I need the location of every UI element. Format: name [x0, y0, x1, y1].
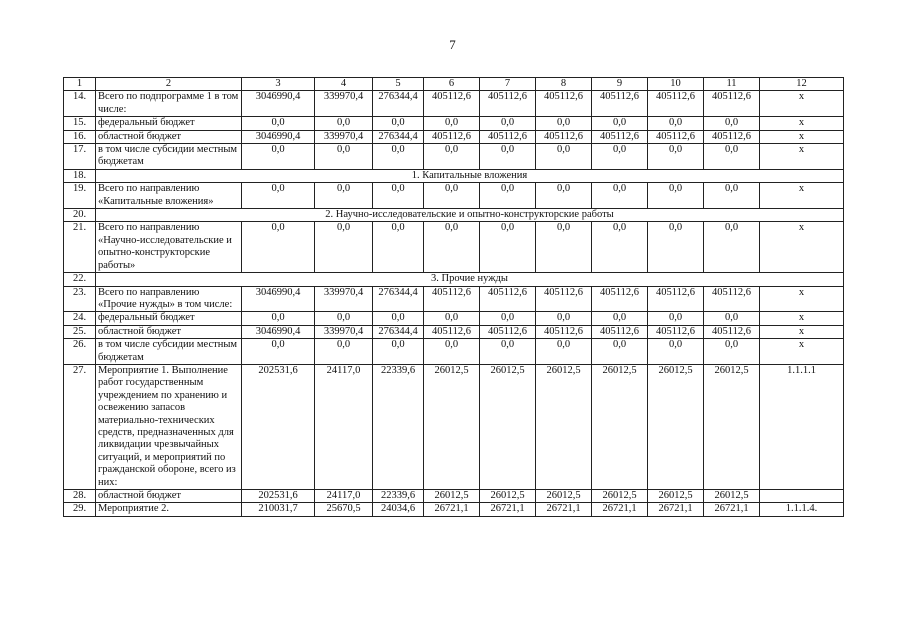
code-cell: х: [760, 312, 844, 325]
code-cell: х: [760, 286, 844, 312]
row-label: в том числе субсидии местным бюджетам: [96, 339, 242, 365]
value-cell: 0,0: [480, 339, 536, 365]
value-cell: 0,0: [536, 144, 592, 170]
value-cell: 26721,1: [592, 503, 648, 516]
code-cell: [760, 490, 844, 503]
value-cell: 405112,6: [704, 325, 760, 338]
value-cell: 0,0: [536, 339, 592, 365]
code-cell: х: [760, 325, 844, 338]
table-row: [64, 364, 844, 489]
row-number: 25.: [64, 325, 96, 338]
value-cell: 276344,4: [373, 91, 424, 117]
row-label: областной бюджет: [96, 490, 242, 503]
row-label: Всего по направлению «Капитальные вложения»: [96, 183, 242, 209]
value-cell: 3046990,4: [242, 91, 315, 117]
value-cell: 26012,5: [592, 364, 648, 489]
value-cell: 405112,6: [648, 91, 704, 117]
row-number: 29.: [64, 503, 96, 516]
value-cell: 0,0: [592, 222, 648, 273]
section-row: [64, 169, 844, 182]
section-row: [64, 273, 844, 286]
value-cell: 210031,7: [242, 503, 315, 516]
value-cell: 26012,5: [424, 364, 480, 489]
section-title: 3. Прочие нужды: [96, 273, 844, 286]
value-cell: 405112,6: [536, 91, 592, 117]
value-cell: 26012,5: [536, 364, 592, 489]
value-cell: 26721,1: [480, 503, 536, 516]
header-cell: 10: [648, 78, 704, 91]
value-cell: 0,0: [704, 222, 760, 273]
row-number: 27.: [64, 364, 96, 489]
value-cell: 405112,6: [592, 325, 648, 338]
value-cell: 0,0: [648, 117, 704, 130]
row-number: 24.: [64, 312, 96, 325]
code-cell: 1.1.1.4.: [760, 503, 844, 516]
value-cell: 276344,4: [373, 286, 424, 312]
header-cell: 2: [96, 78, 242, 91]
section-row: [64, 209, 844, 222]
row-number: 14.: [64, 91, 96, 117]
value-cell: 26012,5: [480, 364, 536, 489]
value-cell: 26721,1: [648, 503, 704, 516]
value-cell: 26721,1: [704, 503, 760, 516]
table-row: [64, 222, 844, 273]
value-cell: 0,0: [242, 144, 315, 170]
code-cell: х: [760, 183, 844, 209]
code-cell: х: [760, 91, 844, 117]
row-label: федеральный бюджет: [96, 312, 242, 325]
value-cell: 0,0: [704, 339, 760, 365]
code-cell: х: [760, 117, 844, 130]
value-cell: 339970,4: [315, 286, 373, 312]
table-row: [64, 183, 844, 209]
value-cell: 0,0: [648, 183, 704, 209]
row-label: Всего по подпрограмме 1 в том числе:: [96, 91, 242, 117]
row-label: Мероприятие 2.: [96, 503, 242, 516]
code-cell: х: [760, 339, 844, 365]
value-cell: 405112,6: [648, 286, 704, 312]
value-cell: 0,0: [480, 117, 536, 130]
row-number: 20.: [64, 209, 96, 222]
value-cell: 0,0: [648, 222, 704, 273]
value-cell: 26012,5: [592, 490, 648, 503]
value-cell: 0,0: [424, 339, 480, 365]
row-label: областной бюджет: [96, 130, 242, 143]
value-cell: 0,0: [480, 222, 536, 273]
row-number: 19.: [64, 183, 96, 209]
value-cell: 0,0: [424, 183, 480, 209]
value-cell: 0,0: [536, 312, 592, 325]
value-cell: 405112,6: [592, 91, 648, 117]
value-cell: 405112,6: [480, 91, 536, 117]
header-cell: 12: [760, 78, 844, 91]
value-cell: 0,0: [242, 183, 315, 209]
row-label: федеральный бюджет: [96, 117, 242, 130]
value-cell: 0,0: [592, 117, 648, 130]
budget-table: [63, 77, 844, 517]
value-cell: 0,0: [648, 339, 704, 365]
value-cell: 405112,6: [424, 130, 480, 143]
value-cell: 405112,6: [424, 325, 480, 338]
code-cell: х: [760, 222, 844, 273]
value-cell: 0,0: [592, 312, 648, 325]
value-cell: 22339,6: [373, 490, 424, 503]
value-cell: 0,0: [704, 312, 760, 325]
value-cell: 0,0: [480, 144, 536, 170]
value-cell: 26012,5: [648, 490, 704, 503]
header-cell: 3: [242, 78, 315, 91]
table-row: [64, 490, 844, 503]
value-cell: 405112,6: [424, 286, 480, 312]
value-cell: 0,0: [315, 222, 373, 273]
table-row: [64, 503, 844, 516]
value-cell: 26012,5: [704, 364, 760, 489]
value-cell: 0,0: [373, 222, 424, 273]
value-cell: 0,0: [704, 183, 760, 209]
value-cell: 202531,6: [242, 364, 315, 489]
row-label: областной бюджет: [96, 325, 242, 338]
header-cell: 6: [424, 78, 480, 91]
value-cell: 405112,6: [704, 286, 760, 312]
value-cell: 0,0: [373, 183, 424, 209]
value-cell: 22339,6: [373, 364, 424, 489]
value-cell: 405112,6: [536, 130, 592, 143]
value-cell: 0,0: [480, 183, 536, 209]
value-cell: 3046990,4: [242, 325, 315, 338]
row-label: в том числе субсидии местным бюджетам: [96, 144, 242, 170]
value-cell: 0,0: [704, 144, 760, 170]
value-cell: 0,0: [648, 144, 704, 170]
value-cell: 405112,6: [480, 286, 536, 312]
value-cell: 26012,5: [704, 490, 760, 503]
section-title: 1. Капитальные вложения: [96, 169, 844, 182]
header-row: [64, 78, 844, 91]
value-cell: 24117,0: [315, 364, 373, 489]
value-cell: 405112,6: [592, 130, 648, 143]
table-row: [64, 130, 844, 143]
value-cell: 26721,1: [424, 503, 480, 516]
value-cell: 0,0: [424, 144, 480, 170]
value-cell: 405112,6: [704, 91, 760, 117]
value-cell: 0,0: [424, 312, 480, 325]
value-cell: 0,0: [704, 117, 760, 130]
value-cell: 0,0: [242, 117, 315, 130]
value-cell: 0,0: [648, 312, 704, 325]
value-cell: 405112,6: [592, 286, 648, 312]
value-cell: 0,0: [536, 222, 592, 273]
value-cell: 0,0: [315, 339, 373, 365]
row-number: 21.: [64, 222, 96, 273]
value-cell: 339970,4: [315, 130, 373, 143]
code-cell: х: [760, 144, 844, 170]
value-cell: 26012,5: [648, 364, 704, 489]
value-cell: 0,0: [373, 312, 424, 325]
value-cell: 0,0: [315, 117, 373, 130]
table-row: [64, 325, 844, 338]
row-number: 18.: [64, 169, 96, 182]
value-cell: 25670,5: [315, 503, 373, 516]
value-cell: 276344,4: [373, 325, 424, 338]
row-label: Мероприятие 1. Выполнение работ государственным учреждением по хранению и освежению запасов материально-технических средств, предназначенных для ликвидации чрезвычайных ситуаций, и мероприятий по гражданской обороне, всего из них:: [96, 364, 242, 489]
header-cell: 4: [315, 78, 373, 91]
row-label: Всего по направлению «Научно-исследовательские и опытно-конструкторские работы»: [96, 222, 242, 273]
value-cell: 0,0: [242, 312, 315, 325]
value-cell: 202531,6: [242, 490, 315, 503]
value-cell: 405112,6: [424, 91, 480, 117]
header-cell: 9: [592, 78, 648, 91]
row-label: Всего по направлению «Прочие нужды» в том числе:: [96, 286, 242, 312]
table-row: [64, 91, 844, 117]
value-cell: 3046990,4: [242, 286, 315, 312]
value-cell: 0,0: [315, 183, 373, 209]
row-number: 26.: [64, 339, 96, 365]
value-cell: 405112,6: [480, 130, 536, 143]
value-cell: 3046990,4: [242, 130, 315, 143]
header-cell: 1: [64, 78, 96, 91]
row-number: 17.: [64, 144, 96, 170]
header-cell: 5: [373, 78, 424, 91]
code-cell: 1.1.1.1: [760, 364, 844, 489]
value-cell: 0,0: [536, 183, 592, 209]
value-cell: 0,0: [424, 222, 480, 273]
value-cell: 0,0: [480, 312, 536, 325]
header-cell: 11: [704, 78, 760, 91]
value-cell: 24034,6: [373, 503, 424, 516]
value-cell: 0,0: [242, 339, 315, 365]
value-cell: 339970,4: [315, 91, 373, 117]
header-cell: 8: [536, 78, 592, 91]
value-cell: 0,0: [315, 144, 373, 170]
value-cell: 339970,4: [315, 325, 373, 338]
value-cell: 405112,6: [648, 130, 704, 143]
value-cell: 405112,6: [536, 325, 592, 338]
code-cell: х: [760, 130, 844, 143]
value-cell: 0,0: [592, 339, 648, 365]
value-cell: 0,0: [242, 222, 315, 273]
row-number: 28.: [64, 490, 96, 503]
section-title: 2. Научно-исследовательские и опытно-конструкторские работы: [96, 209, 844, 222]
value-cell: 0,0: [315, 312, 373, 325]
value-cell: 405112,6: [648, 325, 704, 338]
table-row: [64, 339, 844, 365]
value-cell: 26721,1: [536, 503, 592, 516]
value-cell: 26012,5: [480, 490, 536, 503]
value-cell: 405112,6: [536, 286, 592, 312]
table-row: [64, 286, 844, 312]
value-cell: 276344,4: [373, 130, 424, 143]
row-number: 22.: [64, 273, 96, 286]
table-body: [64, 78, 844, 517]
value-cell: 405112,6: [704, 130, 760, 143]
value-cell: 0,0: [373, 339, 424, 365]
value-cell: 26012,5: [424, 490, 480, 503]
table-row: [64, 117, 844, 130]
value-cell: 0,0: [424, 117, 480, 130]
value-cell: 0,0: [373, 117, 424, 130]
value-cell: 405112,6: [480, 325, 536, 338]
value-cell: 0,0: [592, 144, 648, 170]
value-cell: 24117,0: [315, 490, 373, 503]
value-cell: 0,0: [373, 144, 424, 170]
table-row: [64, 144, 844, 170]
value-cell: 0,0: [592, 183, 648, 209]
row-number: 15.: [64, 117, 96, 130]
row-number: 16.: [64, 130, 96, 143]
row-number: 23.: [64, 286, 96, 312]
value-cell: 0,0: [536, 117, 592, 130]
page-number: 7: [449, 37, 456, 52]
table-row: [64, 312, 844, 325]
value-cell: 26012,5: [536, 490, 592, 503]
header-cell: 7: [480, 78, 536, 91]
